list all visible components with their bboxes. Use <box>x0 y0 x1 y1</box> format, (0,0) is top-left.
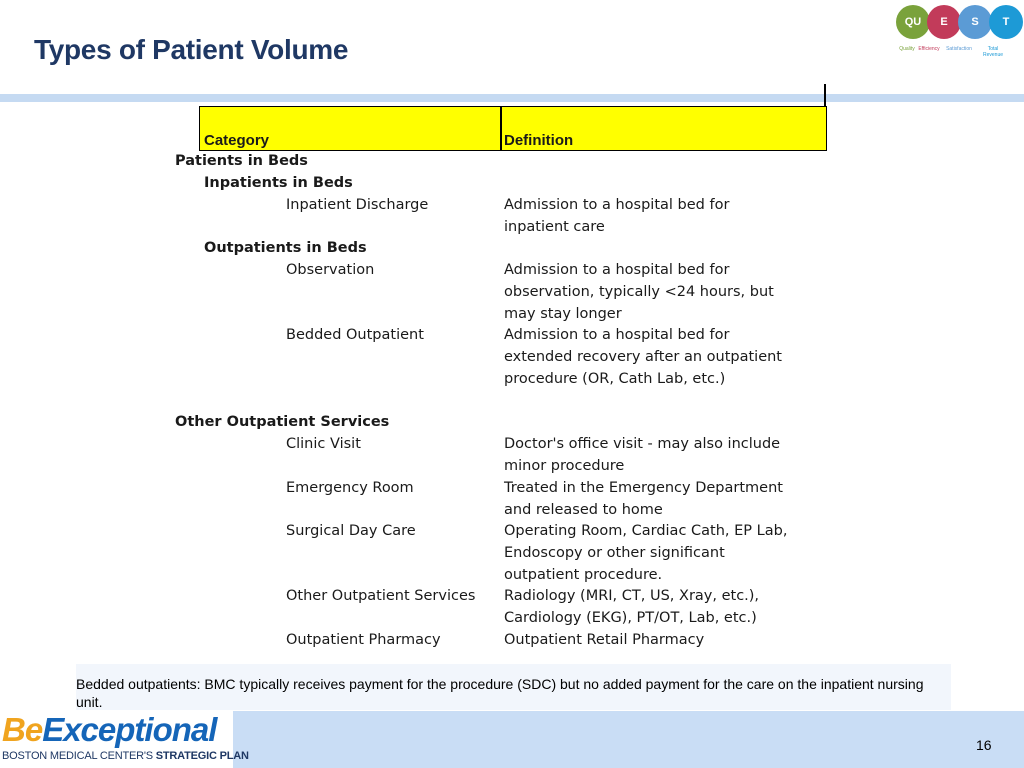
row-name-other-outpatient-services: Other Outpatient Services <box>286 588 476 604</box>
row-name-surgical-day-care: Surgical Day Care <box>286 523 416 539</box>
row-def-inpatient-discharge: Admission to a hospital bed for inpatient care <box>504 197 730 235</box>
definition-header: Definition <box>504 132 574 149</box>
row-def-surgical-day-care: Operating Room, Cardiac Cath, EP Lab, Endoscopy or other significant outpatient procedure. <box>504 523 788 583</box>
revenue-caption: Total Revenue <box>982 46 1003 58</box>
category-header: Category <box>204 132 270 149</box>
be-exceptional-wordmark: BeExceptional <box>2 711 217 748</box>
subgroup-inpatients-in-beds: Inpatients in Beds <box>204 175 353 191</box>
row-name-inpatient-discharge: Inpatient Discharge <box>286 197 429 213</box>
quality-caption: Quality <box>899 46 915 52</box>
satisfaction-circle-icon: S <box>958 5 992 39</box>
row-def-outpatient-pharmacy: Outpatient Retail Pharmacy <box>504 632 705 648</box>
note-box <box>76 664 951 710</box>
row-def-bedded-outpatient: Admission to a hospital bed for extended recovery after an outpatient procedure (OR, Cath Lab, etc.) <box>504 327 782 387</box>
group-other-outpatient-services: Other Outpatient Services <box>175 414 390 430</box>
revenue-circle-icon: T <box>989 5 1023 39</box>
row-name-outpatient-pharmacy: Outpatient Pharmacy <box>286 632 441 648</box>
group-patients-in-beds: Patients in Beds <box>175 153 308 169</box>
header-band <box>0 94 1024 102</box>
row-name-emergency-room: Emergency Room <box>286 480 414 496</box>
divider-line <box>824 84 826 106</box>
efficiency-caption: Efficiency <box>918 46 940 52</box>
subgroup-outpatients-in-beds: Outpatients in Beds <box>204 240 367 256</box>
header-divider <box>500 107 502 150</box>
row-name-clinic-visit: Clinic Visit <box>286 436 361 452</box>
page-title: Types of Patient Volume <box>34 34 349 65</box>
quality-circle-icon: QU <box>896 5 930 39</box>
row-def-emergency-room: Treated in the Emergency Department and released to home <box>504 480 783 518</box>
table-header <box>199 106 827 151</box>
bmc-tagline: BOSTON MEDICAL CENTER'S STRATEGIC PLAN <box>2 750 249 762</box>
quest-logo <box>892 3 1024 63</box>
row-def-observation: Admission to a hospital bed for observation, typically <24 hours, but may stay longer <box>504 262 774 322</box>
row-def-other-outpatient-services: Radiology (MRI, CT, US, Xray, etc.), Cardiology (EKG), PT/OT, Lab, etc.) <box>504 588 760 626</box>
row-name-bedded-outpatient: Bedded Outpatient <box>286 327 424 343</box>
efficiency-circle-icon: E <box>927 5 961 39</box>
page-number: 16 <box>976 737 992 753</box>
be-exceptional-logo <box>0 711 249 768</box>
row-name-observation: Observation <box>286 262 375 278</box>
satisfaction-caption: Satisfaction <box>946 46 972 52</box>
row-def-clinic-visit: Doctor's office visit - may also include minor procedure <box>504 436 781 474</box>
note-text: Bedded outpatients: BMC typically receives payment for the procedure (SDC) but no added payment for the care on the inpatient nursing unit. <box>76 676 924 710</box>
